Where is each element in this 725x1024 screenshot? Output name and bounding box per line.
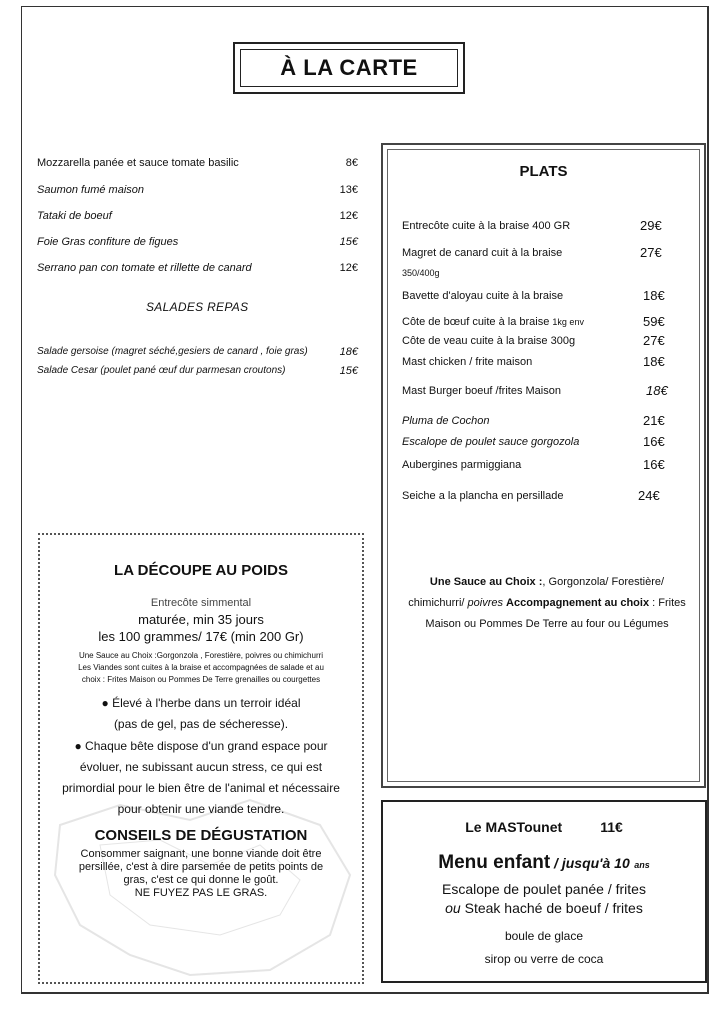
item-price: 18€ [646,383,668,398]
item-price: 8€ [345,157,358,169]
decoupe-panel [38,533,364,984]
list-item: Magret de canard cuit à la braise [402,247,563,259]
item-price: 18€ [339,346,358,358]
menu-enfant-heading [383,852,705,874]
list-item [402,316,584,328]
list-item: Escalope de poulet sauce gorgozola [402,436,580,448]
list-item: Salade gersoise (magret séché,gesiers de canard , foie gras) [37,346,308,357]
item-price: 27€ [640,245,662,260]
list-item: Mast Burger boeuf /frites Maison [402,385,561,397]
list-item: Salade Cesar (poulet pané œuf dur parmesan croutons) [37,365,286,376]
title-box [233,42,465,94]
menu-title: Menu enfant [438,852,551,873]
sauce-poivres: poivres [467,597,503,609]
item-price: 59€ [643,314,665,329]
menu-line: Steak haché de boeuf / frites [460,900,643,916]
item-price: 21€ [643,413,665,428]
list-item: Mast chicken / frite maison [402,356,533,368]
item-price: 18€ [643,288,665,303]
menu-line: Escalope de poulet panée / frites [442,881,646,897]
decoupe-small: Une Sauce au Choix :Gorgonzola , Forestière, poivres ou chimichurri [78,651,324,660]
item-price: 12€ [339,210,358,222]
list-item: Pluma de Cochon [402,415,490,427]
item-price: 12€ [339,262,358,274]
conseils-line: gras, c'est ce qui donne le goût. [123,874,279,886]
list-item: Serrano pan con tomate et rillette de canard [37,262,252,274]
item-price: 15€ [339,365,358,377]
list-item: Saumon fumé maison [37,184,144,196]
item-price: 13€ [339,184,358,196]
decoupe-bullet: primordial pour le bien être de l'animal et nécessaire [62,781,340,795]
list-item: Mozzarella panée et sauce tomate basilic [37,157,239,169]
sauce-accompagnement-note [402,572,692,635]
conseils-title: CONSEILS DE DÉGUSTATION [94,827,308,844]
decoupe-bullet: ● Élevé à l'herbe dans un terroir idéal [101,696,301,710]
list-item: Côte de veau cuite à la braise 300g [402,335,576,347]
decoupe-title: LA DÉCOUPE AU POIDS [114,562,288,579]
list-item: Aubergines parmiggiana [402,459,522,471]
item-price: 24€ [638,488,660,503]
mastounet-name: Le MASTounet [465,819,563,835]
accomp-label: Accompagnement au choix [506,597,650,609]
item-price: 16€ [643,457,665,472]
sauce-list: , Gorgonzola/ Forestière/ chimichurri/ [408,576,665,609]
conseils-line: Consommer saignant, une bonne viande doit être [80,848,322,860]
mastounet-price: 11€ [600,819,623,835]
decoupe-line: maturée, min 35 jours [138,612,264,627]
item-note: 1kg env [552,317,584,327]
mastounet-row [383,819,705,835]
item-price: 15€ [339,236,358,248]
decoupe-bullet: évoluer, ne subissant aucun stress, ce qui est [79,760,323,774]
accomp-list: : Frites Maison ou Pommes De Terre au four ou Légumes [425,597,686,630]
decoupe-line: les 100 grammes/ 17€ (min 200 Gr) [98,629,304,644]
decoupe-subtitle: Entrecôte simmental [150,597,252,609]
list-item: Foie Gras confiture de figues [37,236,179,248]
item-price: 29€ [640,218,662,233]
sauce-label: Une Sauce au Choix : [429,576,543,588]
plats-panel [381,143,706,788]
conseils-line: persillée, c'est à dire parsemée de petits points de [78,861,324,873]
plats-title: PLATS [519,163,568,180]
item-price: 16€ [643,434,665,449]
enfant-panel [381,800,707,983]
conseils-line: NE FUYEZ PAS LE GRAS. [134,887,268,899]
menu-ou: ou [445,900,461,916]
item-note: 350/400g [402,268,440,278]
decoupe-bullet: (pas de gel, pas de sécheresse). [113,717,289,731]
list-item: Tataki de boeuf [37,210,112,222]
item-price: 27€ [643,333,665,348]
menu-line-2 [383,900,705,916]
menu-line: sirop ou verre de coca [484,952,604,966]
decoupe-small: Les Viandes sont cuites à la braise et accompagnées de salade et au [78,663,324,672]
decoupe-small: choix : Frites Maison ou Pommes De Terre grenailles ou courgettes [81,675,321,684]
list-item: Bavette d'aloyau cuite à la braise [402,290,564,302]
menu-age: / jusqu'à 10 [550,855,630,871]
list-item: Seiche a la plancha en persillade [402,490,564,502]
salades-heading: SALADES REPAS [146,300,249,314]
menu-ans: ans [634,860,650,870]
item-price: 18€ [643,354,665,369]
decoupe-bullet: pour obtenir une viande tendre. [117,802,285,816]
decoupe-bullet: ● Chaque bête dispose d'un grand espace pour [74,739,328,753]
list-item: Entrecôte cuite à la braise 400 GR [402,220,571,232]
menu-line: boule de glace [504,929,584,943]
item-name: Côte de bœuf cuite à la braise [402,316,550,328]
page-title: À LA CARTE [240,49,458,87]
